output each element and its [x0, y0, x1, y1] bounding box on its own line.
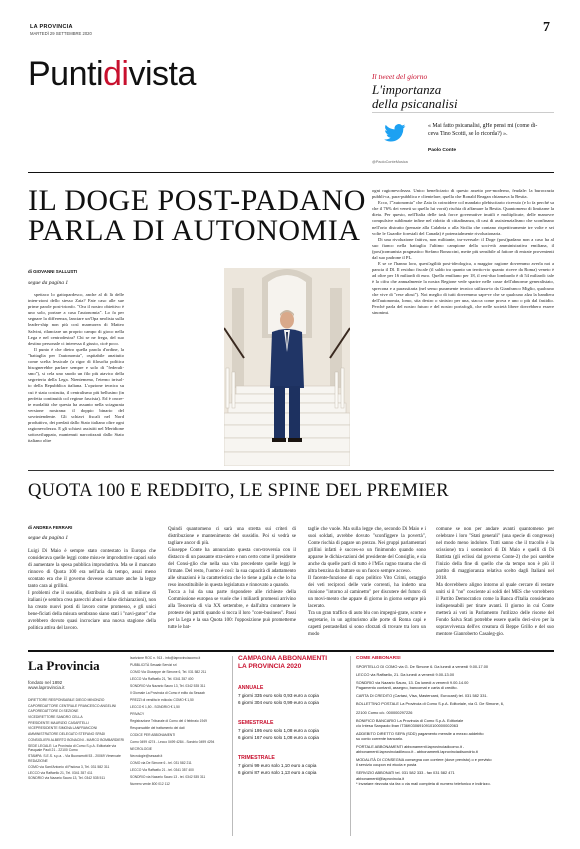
article1-col1-paragraph: spettaco lo gattopardesco, anche al di là delle inten-zioni dello stesso Zaia? Fate caso alle sue prime parole post-trionfo. "Ora il nostro obiettivo è uno solo, portare a casa l'autonomia". Lo fa per segnare la differenza, lanciare un'Opa neolista sulla leader-ship non più così marmorea di Matteo Salvini, rilanciare un proprio campo di gioco nella Lega e nel centrodestra? Chi se ne frega, del suo destino personale ci interessa il giusto, cioè poco. — [28, 292, 124, 346]
info-line: Numero verde 800 012 112 — [130, 782, 170, 786]
footer-founded: fondato nel 1892 — [28, 680, 63, 685]
info-line: Necrologie@sesaab.it — [130, 754, 163, 758]
staff-line: LECCO via Raffaello 21, Tel. 0341 357 411 — [28, 770, 93, 775]
how-to-subscribe — [356, 656, 554, 786]
info-line: Registrazione Tribunale di Como del 4 febbraio 1949 — [130, 719, 207, 723]
how-line: CARTA DI CREDITO (Cartasì, Visa, Mastercard, Eurocard) tel. 031 582 331. — [356, 693, 488, 699]
staff-line: REDAZIONE — [28, 759, 48, 764]
how-line: ADDEBITO DIRETTO SEPA (SDD) pagamento mensile a mezzo addebito — [356, 730, 484, 736]
campaign-price-row: 6 giorni 87 euro solo 1,13 euro a copia — [238, 769, 317, 775]
article1-col2-paragraph: Ecco, l'"autonomia" che Zaia fa coincidere col mandato plebiscitario ricevuto (e lo fa perché sa che il 76% dei veneti so quello lui vorrà) rischia di affamare la Bestia. Quantomeno di limitarne la dieta. Per questo, nell'Italia delle task force governative inutili e moltiplicate, delle manovre compulsive sublimate infine nel ridotto di cittadinanza, di casi di assistenzialismo che sconfinano nell'orto distratto (pensate alla Calabria o alla Sicilia che contano rispettivamente tre volte e sei volte le Guardie forestali del Canada) è potenzialmente rivoluzionaria. — [372, 200, 554, 236]
tweet-kicker: Il tweet del giorno — [372, 72, 428, 81]
how-line: SPORTELLO DI COMO via G. De Simone 6. Da lunedì a venerdì 9.00-17.00 — [356, 664, 489, 669]
staff-line: COMO via Sant'Antonio di Padova 3, Tel. 031 582 311 — [28, 765, 110, 770]
article2-column-3: taglie che vuole. Ma sulla legge che, secondo Di Maio e i suoi soldati, avrebbe dovuto "sconfiggere la povertà", Conte rischia di pagare un prezzo. Nei gruppi parlamentari grillini infatti è succes-so un finimondo quando sono apparse le dichia-razioni del presidente del Consiglio, e sia anche da quelle parti di tutto è l'M5s ragno trauma che di altra benzina da buttare su un fuoco sempre acceso. Il facente-funzione di capo politico Vito Crimi, ostaggio dei veti reciproci delle varie correnti, ha indetto una riunione "intorno al caminetto" per discutere del futuro di un movi-mento che appare di giorno in giorno sempre più lacerato. Tra un gran traffico di auto blu con impegni-grate, scorte e segretarie, in un agriturismo alle porte di Roma capi e capetti pentastellati si sono sforzati di trovare tra loro un modo — [308, 527, 426, 637]
info-line: SONDRIO Via Nazario Sauro 13, Tel. 0342 535 311 — [130, 684, 206, 688]
tweet-divider — [372, 112, 554, 113]
article1-headline-line1: IL DOGE POST-PADANO — [28, 184, 366, 217]
article1-jump: segue da pagina 1 — [28, 280, 69, 286]
info-line: NECROLOGIE — [130, 747, 152, 751]
mid-rule — [28, 470, 554, 471]
staff-line: VICEPRESIDENTE SIMONA LANFRANCONI — [28, 726, 97, 731]
staff-line: AMMINISTRATORE DELEGATO STEFANO SPADI — [28, 732, 106, 737]
footer-staff-list — [28, 698, 126, 781]
top-rule — [28, 172, 554, 173]
campaign-price-row: 7 giorni 99 euro solo 1,10 euro a copia — [238, 763, 317, 769]
staff-line: STAMPA: S.E.S. s.p.a. - Via Buonarrotti 53 - 20069 Vimercate — [28, 753, 121, 758]
staff-line: VICEDIRETTORE SANDRO CELLA — [28, 715, 83, 720]
how-line: Pagamento contanti, assegno, bancomat e carta di credito. — [356, 685, 458, 691]
info-line: SONDRIO via Nazario Sauro 13 - tel. 0342 535 311 — [130, 775, 206, 779]
info-line: PRIVACY — [130, 712, 145, 716]
tweet-quote-line1: « Mai fatto psicanalisi, gHe pensi mi (come di- — [428, 123, 538, 129]
how-line: il servizio coupon ed eicola e posta — [356, 762, 417, 768]
campaign-block-heading: SEMESTRALE — [238, 720, 274, 727]
campaign-price-row: 6 giorni 304 euro solo 0,99 euro a copia — [238, 699, 319, 705]
how-lines — [356, 664, 554, 786]
footer-brand: La Provincia — [28, 658, 100, 673]
staff-line: SEDE LEGALE: La Provincia di Como S.p.A. Editoriale via Pasquale Paoli 21 - 22100 Como — [28, 743, 117, 752]
tweet-handle: @PaoloConteMusica — [372, 160, 408, 164]
section-title-part2: di — [103, 55, 129, 93]
how-line: SERVIZIO ABBONATI tel. 031 582 333 - fax 031 582 471 — [356, 770, 455, 776]
article2-column-1: Luigi Di Maio è sempre stato contestato in Europa che considerava quelle leggi come misu-re improduttive capaci solo di aumentare la spesa pubblica improduttiva. Ma se il mancato rinnovo di Quota 100 era nell'aria da tempo, assai meno scontato era che il governo dovesse scarruare anche la legge tanto cara ai grillini. I problemi che il sussidio, distribuito a più di un milione di italiani (e sembra crea parecchi abusi e false dichiarazioni), non ha creato nuovi posti di lavoro come promesso, e gli unici bene-ficiati della misura sembrano siano stati i "navi-gator" che avrebbero dovuto quasi incrociare una nuova stagione della politica attiva del lavoro. — [28, 549, 156, 631]
article2-byline: di ANDREA FERRARI — [28, 525, 73, 530]
how-line: abbonamenti@laprovincia.it — [356, 775, 405, 781]
section-title — [28, 54, 196, 94]
how-line: MODALITÀ DI CONSEGNA consegna con corriere (dove previsto) o e previsto — [356, 757, 492, 763]
how-line: BONIFICO BANCARIO La Provincia di Como S.p.A. Editoriale — [356, 717, 464, 723]
info-line: LECCO € 1,50 - SONDRIO € 1,50 — [130, 705, 180, 709]
article1-col2-paragraph: E se ce l'hanno loro, quest'agilità post-ideologica, a maggior ragione dovremmo averla noi a pancia il Dl. Il residuo fiscale (il saldo tra quanto un territo-rio quanto riceve da Roma) veneto è ad oltre per 16 miliardi di euro. Quello emiliano per 18, il resi-duo lombardo è di 54 miliardi: tale è la cifra che annualmente la nostra Regione vede sparire nelle casse dell'abnorme generalistato, sprecona e a parassitaria (nel senso puramente tecnico utilizza-to da Gianfranco Miglio, qualcuno che vive di "rese altrui"). Noi meglio di tutti dovremmo sape-re che se qualcuno alza la bandiera dell'autonomia, lomo, stia destro o sinistro per una, stacca come prova e uno o più dal fastidio. Perché parla del nostro futuro e del nostro portafogli, che nelle società libere dovrebbero essere sinonimi. — [372, 261, 554, 315]
info-line: COMO Via Giuseppe de Simone 6, Tel. 031 582 211 — [130, 670, 207, 674]
info-line: PREZZI di vendita in edicola: COMO € 1,50 — [130, 698, 194, 702]
article-photo — [224, 268, 350, 466]
how-line: su conto corrente bancario. — [356, 735, 404, 741]
info-line: Il Giornale La Provincia di Como è edito da Sesaab — [130, 691, 205, 695]
staff-line: CAPOREDATTORE DI SEZIONE — [28, 709, 79, 714]
article1-col1-paragraph: Il punto è che dietro quella parola d'ordine, la "battaglia per l'autonomia", ospitabile anzitutto come scelta lessicale (a rigor di filosofia politica bisognerebbe parlare sempre e solo di "federali-smo"), si cela uno snodo un filo più atavico della segreteria della Lega. Nientemeno, l'eterno irrisol-to della Repubblica italiana. L'opzione tecnica su cui è stata costruita, il centralismo più bellusino (in perfetta continuità col regime fascista). Ed è oncre-te modalità che questa ha assunto nella sciagurata versione nostrana: il doppio binario del sovrintendente. Gli schiavi fiscali nel Nord produttivo, dei predati dallo Stato italiano oltre ogni ragionevolezza. E gli schiavi assistiti nel Meridione sottosviluppato, mantenuti narcotizzati dallo Stato italiano oltre — [28, 346, 124, 444]
how-line: * invariare riezvuta via fax o via mail completa di numero telefonico e indirizzo. — [356, 780, 491, 786]
staff-line: SONDRIO via Nazario Sauro 13, Tel. 0342 535 511 — [28, 776, 105, 781]
tweet-quote — [428, 122, 552, 138]
how-line: c/o Intesa Sanpaolo Iban IT36K0306910910100000002063 — [356, 722, 459, 728]
footer-info-list — [130, 656, 230, 789]
info-line: LECCO Via Raffaello 21 - tel. 0341 357 400 — [130, 768, 194, 772]
campaign-block-heading: TRIMESTRALE — [238, 755, 275, 762]
footer-rule — [28, 650, 554, 652]
how-line: BOLLETTINO POSTALE La Provincia di Como S.p.A. Editoriale, via G. De Simone, 6, — [356, 701, 505, 707]
campaign-title-line1: CAMPAGNA ABBONAMENTI — [238, 655, 328, 662]
section-title-part3: vista — [128, 55, 196, 93]
staff-line: PRESIDENTE MAURIZIO CASARTELLI — [28, 720, 89, 725]
tweet-title — [372, 83, 552, 111]
article1-headline-line2: PARLA DI AUTONOMIA — [28, 214, 361, 247]
campaign-blocks — [238, 685, 348, 777]
article2-jump: segue da pagina 1 — [28, 535, 69, 541]
campaign-title — [238, 655, 348, 671]
footer-divider-2 — [350, 656, 351, 836]
campaign-price-row: 6 giorni 167 euro solo 1,08 euro a copia — [238, 734, 319, 740]
twitter-bird-icon — [384, 124, 406, 147]
article1-col2-paragraph: Di una rivoluzione fattiva, non militante, tra-sversale: il Doge (post)padano non a caso ha al suo fianco nella battaglia l'ultimo campione della soci-età amministrativa emiliana, il (post)comunista pragmatico Stefano Bonaccini, mette più sensibile al fattore di entrate provenienti dal suo padrone il PL. — [372, 236, 554, 261]
campaign-box — [238, 655, 348, 777]
staff-line: CONSIGLIERI ALBERTO BONACINI - MARCO BOMBARDIERI — [28, 737, 124, 742]
info-line: Como 0499 4274 - Lecco 0499 4284 - Sondrio 0499 4294 — [130, 740, 215, 744]
info-line: CODICE PER ABBONAMENTI — [130, 733, 176, 737]
article1-column-1 — [28, 292, 124, 462]
campaign-price-row: 7 giorni 335 euro solo 0,93 euro a copia — [238, 693, 319, 698]
article1-headline — [28, 186, 366, 246]
staff-line: DIRETTORE RESPONSABILE DIEGO MINONZIO — [28, 698, 105, 702]
how-line: abbonamenti.laprovinciadilecco.it - abbonamenti.laprovinciadisondrio.it — [356, 749, 478, 755]
info-line: COMO via De Simone 6 - tel. 031 582 211 — [130, 761, 192, 765]
how-line: 22100 Como c/c. 000000297226 — [356, 709, 413, 715]
campaign-price-row: 7 giorni 195 euro solo 1,08 euro a copia — [238, 728, 319, 734]
campaign-block — [238, 720, 348, 741]
campaign-title-line2: LA PROVINCIA 2020 — [238, 663, 302, 670]
article2-column-2: Quindi quantomeno ci sarà una stretta sui criteri di distribuzione e mantenimento del sussidio. Poi si vedrà se tagliare ancor di più. Giuseppe Conte ha annunciato questa con-troversia con il distacco di un passante stra-niero e non certo come il presidente del Consi-glio che nella sua vita precedente quelle leggi le firmate. Del resto, l'uomo è così: la sua capacità di adattamento alle situazioni è la caratteristica che lo tiene a galla e che lo ha reso insostituibile in questa legislatura e rinnovato a quando. Tocca a lui da una parte rispondere alle richieste della Commissione europea se vuole che i miliardi promessi arrivino alla Tesoreria di via XX settembre, e dall'altra contenere le proteste dei partiti quando si tocca il loro "core-business". Passi per la Lega e la sua Quota 100: l'opposizione può prometterne tutte le bat- — [168, 527, 296, 630]
how-line: LECCO via Raffaello, 21. Da lunedì a venerdì 9.00-13.00 — [356, 672, 455, 678]
page-number: 7 — [543, 20, 550, 35]
staff-line: CAPOREDATTORE CENTRALE FRANCESCO ANGELINI — [28, 703, 117, 708]
paper-title: LA PROVINCIA — [30, 24, 73, 30]
campaign-block — [238, 685, 348, 706]
info-line: PUBBLICITÀ Sesaab Servizi srl — [130, 663, 177, 667]
article1-byline: di GIOVANNI SALLUSTI — [28, 269, 78, 274]
how-line: PORTALE ABBONAMENTI abbonamenti.laprovinciadicomo.it - — [356, 744, 465, 750]
tweet-title-line1: L'importanza — [372, 82, 442, 97]
info-line: Responsabile del trattamento dei dati — [130, 726, 185, 730]
footer-website: www.laprovincia.it — [28, 685, 65, 690]
info-line: Iscrizione ROC n. 913 - info@laprovinciacomo.it — [130, 656, 201, 660]
issue-date: MARTEDÌ 29 SETTEMBRE 2020 — [30, 31, 92, 36]
campaign-block — [238, 755, 348, 776]
footer-masthead — [28, 658, 126, 782]
how-line: SONDRIO via Nazario Sauro, 13. Da lunedì a venerdì 9.00-14.00 — [356, 680, 469, 686]
tweet-box — [372, 72, 552, 111]
campaign-block-heading: ANNUALE — [238, 685, 264, 691]
footer-divider-1 — [232, 656, 233, 836]
paper-name — [30, 24, 92, 36]
article1-col2-paragraph: ogni ragionevolezza. Unico beneficiario di questo assetto pre-moderno, feudale: la burocrazia pubbli-ca, para-pubblica e clientelare, quella che Ronald Reagan chiamava la Bestia. — [372, 188, 554, 200]
how-title: COME ABBONARSI — [356, 656, 401, 661]
tweet-quote-line2: ceva Tino Scotti, se lo ricorda?) ». — [428, 131, 508, 137]
tweet-author: Paolo Conte — [428, 148, 456, 153]
info-line: LECCO Via Raffaello 21, Tel. 0341 357 400 — [130, 677, 194, 681]
tweet-title-line2: della psicanalisi — [372, 96, 458, 111]
article2-column-4: comune se non per andare avanti quantomeno per celebrare i loro "Stati generali" (una specie di congresso) nel modo meno indolore. Tutti sanno che il tracollo è la scissione) tra i sostenitori di Di Maio e quelli di Di Battista (gli eclissi dal governo Conte-2) che poi sarebbe l'inizio della fine di quello che da tempo non è più il partito di maggioranza relativa scelto dagli Italiani nel 2018. Ma dovrebbero aligno intorno al quale cercare di restare uniti si il "no" cosciente ai soldi del MES che vorrebbero il Partito Democratico come la Banca d'Italia considerano indispensabili per tirare avanti. Il giorno in cui Conte metterà ai voti in Parlamento l'utilizzo delle risorse del Fondo Salva Stati potrebbe essere quello deci-sivo per la sopravvivenza dell'ex creatura di Beppe Grillo e del suo mentore Gianroberto Casaleg-gio. — [436, 527, 554, 637]
section-title-part1: Punti — [28, 55, 103, 93]
article1-column-2 — [372, 188, 554, 460]
article2-headline: QUOTA 100 E REDDITO, LE SPINE DEL PREMIER — [28, 481, 449, 501]
